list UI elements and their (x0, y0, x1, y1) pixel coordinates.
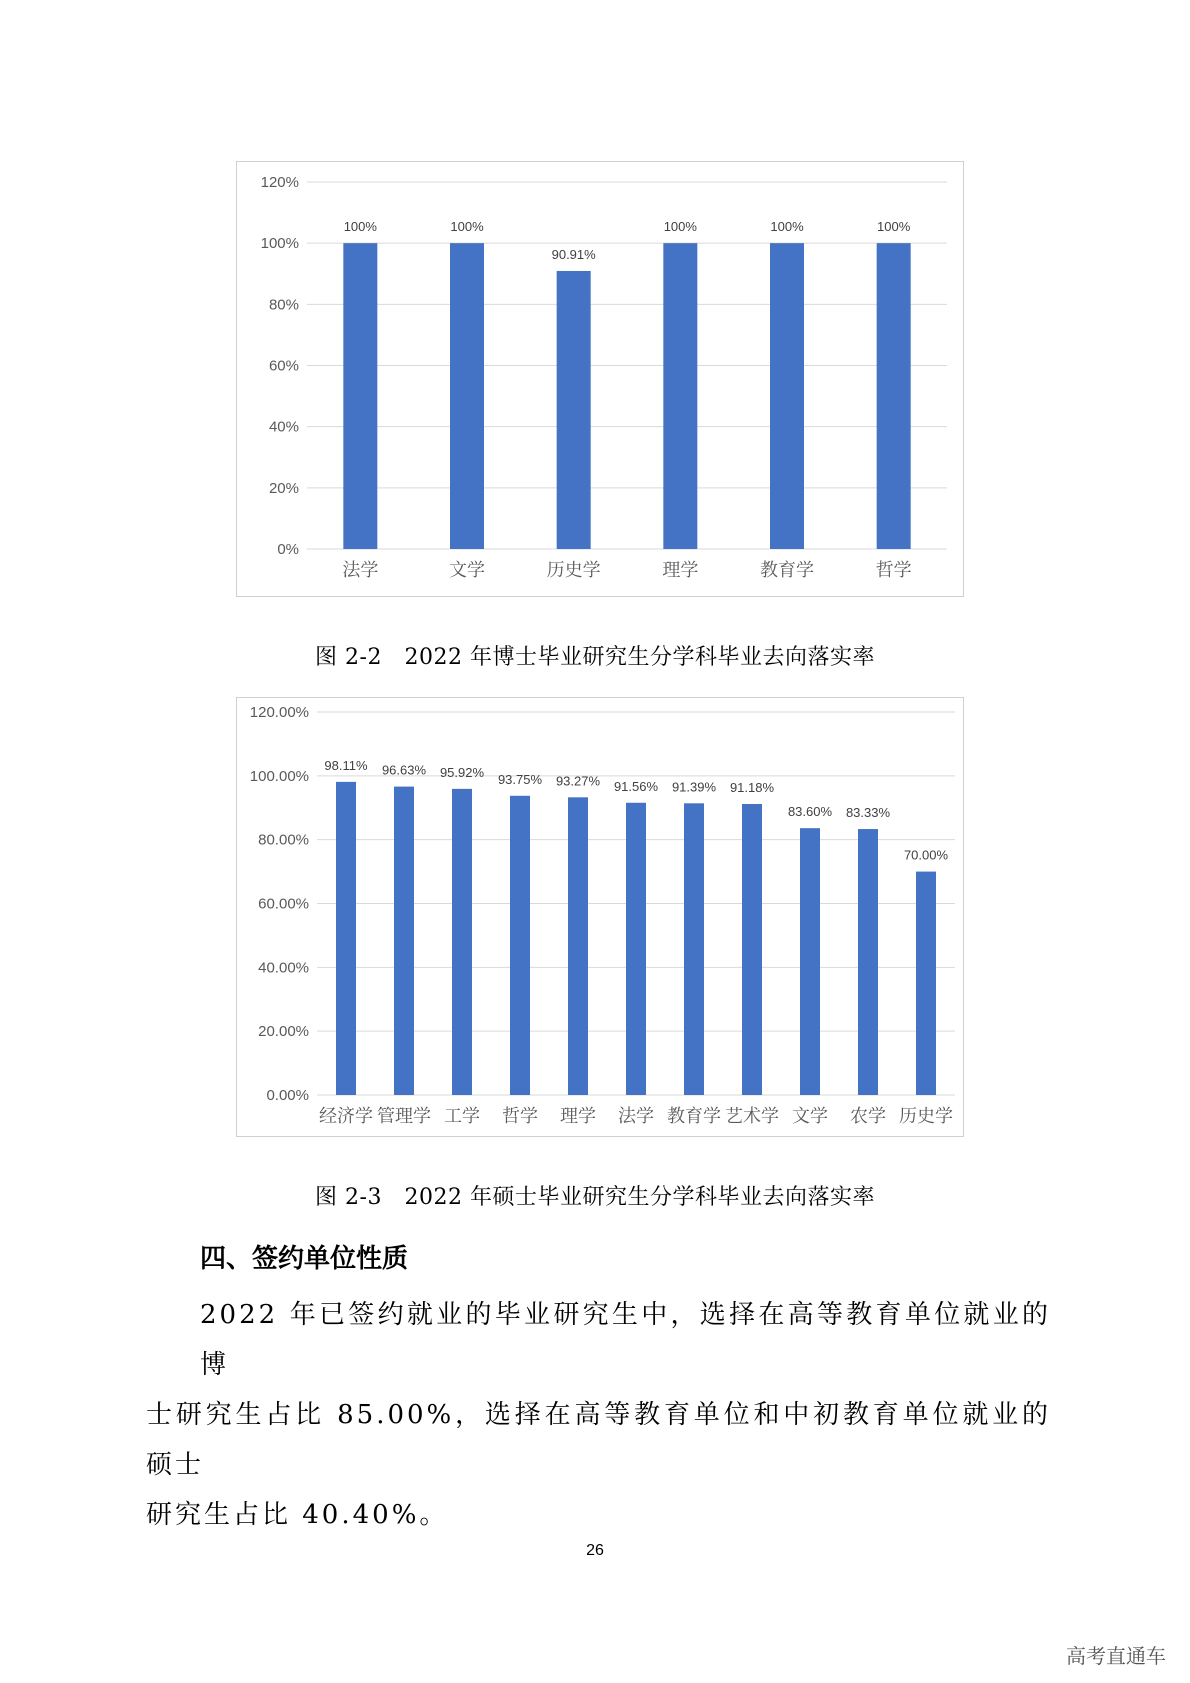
chart-master-svg (237, 698, 963, 1136)
paragraph-line-1: 2022 年已签约就业的毕业研究生中，选择在高等教育单位就业的博 (200, 1300, 1051, 1380)
bar (916, 872, 936, 1095)
bar (394, 787, 414, 1095)
chart-master-rates (236, 697, 964, 1137)
bar (770, 243, 804, 549)
y-tick-label: 80.00% (258, 831, 309, 849)
bar (336, 782, 356, 1095)
bar (800, 828, 820, 1095)
bar (557, 271, 591, 549)
y-tick-label: 120.00% (249, 704, 309, 721)
y-tick-label: 80% (268, 296, 299, 314)
x-tick-label: 哲学 (502, 1106, 538, 1127)
x-tick-label: 哲学 (875, 560, 912, 581)
data-label: 96.63% (381, 762, 427, 778)
x-tick-label: 艺术学 (725, 1106, 779, 1127)
x-tick-label: 教育学 (667, 1106, 721, 1127)
y-tick-label: 20.00% (258, 1023, 309, 1041)
x-tick-label: 经济学 (319, 1106, 373, 1127)
bar (663, 243, 697, 549)
data-label: 100% (770, 219, 804, 235)
data-label: 91.56% (613, 778, 659, 794)
data-label: 100% (343, 219, 377, 235)
paragraph-line-2: 士研究生占比 85.00%，选择在高等教育单位和中初教育单位就业的硕士 (146, 1400, 1051, 1480)
y-tick-label: 0% (277, 541, 299, 558)
data-label: 70.00% (903, 847, 949, 863)
x-tick-label: 管理学 (377, 1106, 431, 1127)
bar (684, 803, 704, 1095)
watermark: 高考直通车 (1066, 1644, 1166, 1668)
x-tick-label: 历史学 (899, 1106, 953, 1127)
data-label: 93.27% (555, 773, 601, 789)
x-tick-label: 法学 (342, 560, 379, 581)
section-heading: 四、签约单位性质 (200, 1244, 409, 1274)
x-tick-label: 教育学 (760, 560, 814, 581)
y-tick-label: 40.00% (258, 959, 309, 977)
data-label: 95.92% (439, 764, 485, 780)
x-tick-label: 理学 (662, 560, 699, 581)
page-number: 26 (586, 1542, 604, 1559)
y-tick-label: 60.00% (258, 895, 309, 913)
bar (742, 804, 762, 1095)
bar (626, 803, 646, 1095)
chart-doctoral-svg (237, 162, 963, 596)
data-label: 98.11% (324, 757, 368, 773)
figure-caption-2-3: 图 2-3 2022 年硕士毕业研究生分学科毕业去向落实率 (315, 1185, 875, 1210)
bar (510, 796, 530, 1095)
data-label: 83.60% (787, 804, 833, 820)
x-tick-label: 文学 (792, 1106, 828, 1127)
y-tick-label: 100.00% (249, 767, 309, 785)
figure-caption-2-2: 图 2-2 2022 年博士毕业研究生分学科毕业去向落实率 (315, 645, 875, 670)
bar (858, 829, 878, 1095)
data-label: 93.75% (497, 771, 543, 787)
bar (877, 243, 911, 549)
x-tick-label: 农学 (850, 1106, 886, 1127)
data-label: 100% (663, 219, 697, 235)
y-tick-label: 60% (268, 357, 299, 375)
x-tick-label: 文学 (449, 560, 485, 581)
y-tick-label: 40% (268, 418, 299, 436)
data-label: 91.39% (671, 779, 717, 795)
x-tick-label: 理学 (560, 1106, 596, 1127)
y-tick-label: 20% (268, 479, 299, 497)
data-label: 91.18% (729, 779, 775, 795)
data-label: 90.91% (551, 246, 596, 262)
data-label: 83.33% (845, 805, 891, 821)
y-tick-label: 120% (260, 174, 299, 191)
data-label: 100% (877, 219, 911, 235)
bar (568, 797, 588, 1095)
data-label: 100% (450, 219, 484, 235)
bar (450, 243, 484, 549)
bar (452, 789, 472, 1095)
chart-doctoral-rates (236, 161, 964, 597)
paragraph-line-3: 研究生占比 40.40%。 (146, 1500, 449, 1530)
x-tick-label: 法学 (618, 1106, 654, 1127)
section-paragraph (146, 1290, 1051, 1540)
y-tick-label: 100% (260, 235, 299, 253)
x-tick-label: 工学 (444, 1106, 480, 1127)
bar (343, 243, 377, 549)
x-tick-label: 历史学 (546, 560, 601, 581)
y-tick-label: 0.00% (266, 1087, 309, 1104)
